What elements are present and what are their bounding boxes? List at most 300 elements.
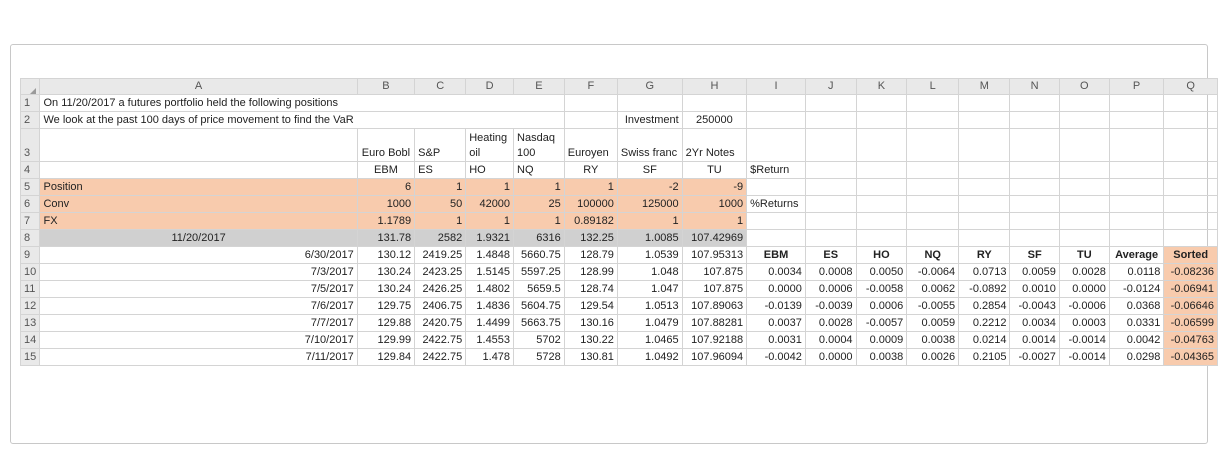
cell[interactable] bbox=[856, 196, 907, 213]
cell[interactable] bbox=[514, 112, 565, 129]
cell[interactable]: 5702 bbox=[514, 332, 565, 349]
cell[interactable] bbox=[1059, 230, 1109, 247]
cell[interactable]: 1.0539 bbox=[617, 247, 682, 264]
spreadsheet-grid bbox=[20, 78, 1218, 366]
cell[interactable]: 1.478 bbox=[466, 349, 514, 366]
cell[interactable] bbox=[1059, 112, 1109, 129]
row-number[interactable]: 15 bbox=[21, 349, 40, 366]
cell[interactable]: 1 bbox=[514, 179, 565, 196]
cell[interactable]: -0.0014 bbox=[1059, 349, 1109, 366]
cell[interactable]: 1 bbox=[415, 179, 466, 196]
cell[interactable] bbox=[617, 95, 682, 112]
cell[interactable] bbox=[1059, 213, 1109, 230]
cell[interactable] bbox=[1010, 162, 1059, 179]
cell[interactable]: 132.25 bbox=[564, 230, 617, 247]
table-row bbox=[21, 213, 1218, 230]
row-number[interactable]: 1 bbox=[21, 95, 40, 112]
column-header[interactable]: G bbox=[617, 79, 682, 95]
row-number[interactable]: 10 bbox=[21, 264, 40, 281]
cell[interactable]: 1 bbox=[466, 213, 514, 230]
cell[interactable]: 130.81 bbox=[564, 349, 617, 366]
cell[interactable]: 1000 bbox=[357, 196, 414, 213]
cell[interactable] bbox=[959, 112, 1010, 129]
cell[interactable]: 7/7/2017 bbox=[40, 315, 357, 332]
cell[interactable]: Sorted bbox=[1164, 247, 1218, 264]
cell[interactable]: 1.0085 bbox=[617, 230, 682, 247]
cell[interactable] bbox=[1164, 112, 1218, 129]
cell[interactable]: 0.89182 bbox=[564, 213, 617, 230]
cell[interactable]: 0.0026 bbox=[907, 349, 959, 366]
cell[interactable]: Position bbox=[40, 179, 357, 196]
cell[interactable]: 1.5145 bbox=[466, 264, 514, 281]
table-row bbox=[21, 230, 1218, 247]
cell[interactable]: SF bbox=[1010, 247, 1059, 264]
cell[interactable]: 0.0006 bbox=[805, 281, 856, 298]
cell[interactable]: 125000 bbox=[617, 196, 682, 213]
cell[interactable]: 130.16 bbox=[564, 315, 617, 332]
cell[interactable] bbox=[415, 95, 466, 112]
cell[interactable]: We look at the past 100 days of price movement to find the VaR bbox=[40, 112, 357, 129]
cell[interactable] bbox=[959, 162, 1010, 179]
cell[interactable]: 2582 bbox=[415, 230, 466, 247]
cell[interactable]: -0.0027 bbox=[1010, 349, 1059, 366]
cell[interactable] bbox=[805, 230, 856, 247]
cell[interactable]: 107.88281 bbox=[682, 315, 746, 332]
cell[interactable] bbox=[805, 129, 856, 162]
cell[interactable]: 7/11/2017 bbox=[40, 349, 357, 366]
cell[interactable]: 1.4553 bbox=[466, 332, 514, 349]
cell[interactable]: 2419.25 bbox=[415, 247, 466, 264]
cell[interactable]: RY bbox=[564, 162, 617, 179]
cell[interactable]: 5604.75 bbox=[514, 298, 565, 315]
cell[interactable]: Euro Bobl bbox=[357, 129, 414, 162]
cell[interactable]: 0.0214 bbox=[959, 332, 1010, 349]
cell[interactable]: 107.96094 bbox=[682, 349, 746, 366]
cell[interactable]: Nasdaq 100 bbox=[514, 129, 565, 162]
cell[interactable]: 5659.5 bbox=[514, 281, 565, 298]
cell[interactable] bbox=[1059, 179, 1109, 196]
cell[interactable]: 107.89063 bbox=[682, 298, 746, 315]
cell[interactable]: 129.54 bbox=[564, 298, 617, 315]
cell[interactable] bbox=[1109, 112, 1164, 129]
cell[interactable] bbox=[747, 95, 806, 112]
row-number[interactable]: 12 bbox=[21, 298, 40, 315]
column-header[interactable]: K bbox=[856, 79, 907, 95]
cell[interactable] bbox=[907, 213, 959, 230]
cell[interactable] bbox=[1109, 129, 1164, 162]
cell[interactable]: 107.42969 bbox=[682, 230, 746, 247]
cell[interactable] bbox=[805, 95, 856, 112]
cell[interactable] bbox=[1109, 95, 1164, 112]
cell[interactable]: 0.0298 bbox=[1109, 349, 1164, 366]
cell[interactable]: 0.0034 bbox=[747, 264, 806, 281]
column-header[interactable]: Q bbox=[1164, 79, 1218, 95]
cell[interactable]: 0.0003 bbox=[1059, 315, 1109, 332]
cell[interactable]: 2420.75 bbox=[415, 315, 466, 332]
row-number[interactable]: 14 bbox=[21, 332, 40, 349]
row-number[interactable]: 7 bbox=[21, 213, 40, 230]
cell[interactable]: 0.0028 bbox=[805, 315, 856, 332]
cell[interactable]: 11/20/2017 bbox=[40, 230, 357, 247]
cell[interactable] bbox=[1010, 129, 1059, 162]
cell[interactable]: 1.4802 bbox=[466, 281, 514, 298]
cell[interactable] bbox=[1109, 230, 1164, 247]
cell[interactable] bbox=[907, 230, 959, 247]
cell[interactable]: 1.1789 bbox=[357, 213, 414, 230]
cell[interactable]: 0.0014 bbox=[1010, 332, 1059, 349]
cell[interactable] bbox=[1109, 162, 1164, 179]
table-row bbox=[21, 298, 1218, 315]
cell[interactable]: 107.875 bbox=[682, 281, 746, 298]
cell[interactable]: 1 bbox=[617, 213, 682, 230]
cell[interactable]: -0.0042 bbox=[747, 349, 806, 366]
cell[interactable] bbox=[40, 129, 357, 162]
cell[interactable]: 1.0492 bbox=[617, 349, 682, 366]
cell[interactable]: -0.0139 bbox=[747, 298, 806, 315]
cell[interactable] bbox=[415, 112, 466, 129]
cell[interactable]: 5663.75 bbox=[514, 315, 565, 332]
cell[interactable]: 1.0479 bbox=[617, 315, 682, 332]
cell[interactable] bbox=[1164, 213, 1218, 230]
table-row bbox=[21, 112, 1218, 129]
cell[interactable]: 2423.25 bbox=[415, 264, 466, 281]
cell[interactable]: 0.2212 bbox=[959, 315, 1010, 332]
cell[interactable]: 0.2854 bbox=[959, 298, 1010, 315]
cell[interactable]: 0.0042 bbox=[1109, 332, 1164, 349]
cell[interactable] bbox=[1010, 179, 1059, 196]
table-row bbox=[21, 315, 1218, 332]
cell[interactable]: 1.048 bbox=[617, 264, 682, 281]
cell[interactable] bbox=[357, 95, 414, 112]
cell[interactable]: 1.047 bbox=[617, 281, 682, 298]
cell[interactable]: 0.0000 bbox=[747, 281, 806, 298]
cell[interactable]: 6316 bbox=[514, 230, 565, 247]
row-number[interactable]: 3 bbox=[21, 129, 40, 162]
cell[interactable] bbox=[514, 95, 565, 112]
column-header[interactable]: E bbox=[514, 79, 565, 95]
cell[interactable]: -0.0892 bbox=[959, 281, 1010, 298]
cell[interactable] bbox=[1164, 230, 1218, 247]
cell[interactable]: -0.0124 bbox=[1109, 281, 1164, 298]
cell[interactable]: 130.12 bbox=[357, 247, 414, 264]
cell[interactable] bbox=[805, 162, 856, 179]
cell[interactable]: EBM bbox=[747, 247, 806, 264]
column-header[interactable]: H bbox=[682, 79, 746, 95]
cell[interactable]: -0.04365 bbox=[1164, 349, 1218, 366]
cell[interactable] bbox=[1164, 162, 1218, 179]
row-number[interactable]: 5 bbox=[21, 179, 40, 196]
cell[interactable]: 107.92188 bbox=[682, 332, 746, 349]
cell[interactable] bbox=[907, 162, 959, 179]
cell[interactable] bbox=[564, 95, 617, 112]
cell[interactable]: -0.08236 bbox=[1164, 264, 1218, 281]
row-number[interactable]: 11 bbox=[21, 281, 40, 298]
cell[interactable] bbox=[1109, 179, 1164, 196]
cell[interactable]: 1000 bbox=[682, 196, 746, 213]
column-header[interactable]: D bbox=[466, 79, 514, 95]
cell[interactable] bbox=[1164, 196, 1218, 213]
cell[interactable]: 7/10/2017 bbox=[40, 332, 357, 349]
cell[interactable]: 42000 bbox=[466, 196, 514, 213]
cell[interactable] bbox=[907, 196, 959, 213]
cell[interactable]: Swiss franc bbox=[617, 129, 682, 162]
cell[interactable] bbox=[747, 112, 806, 129]
cell[interactable]: EBM bbox=[357, 162, 414, 179]
cell[interactable]: -0.06646 bbox=[1164, 298, 1218, 315]
cell[interactable] bbox=[856, 112, 907, 129]
cell[interactable]: 0.0118 bbox=[1109, 264, 1164, 281]
cell[interactable] bbox=[1109, 196, 1164, 213]
cell[interactable]: 0.0006 bbox=[856, 298, 907, 315]
cell[interactable] bbox=[1109, 213, 1164, 230]
cell[interactable] bbox=[1164, 95, 1218, 112]
cell[interactable]: 0.0004 bbox=[805, 332, 856, 349]
cell[interactable]: -0.0055 bbox=[907, 298, 959, 315]
cell[interactable] bbox=[959, 129, 1010, 162]
column-header[interactable]: N bbox=[1010, 79, 1059, 95]
cell[interactable]: 2422.75 bbox=[415, 349, 466, 366]
cell[interactable]: HO bbox=[856, 247, 907, 264]
cell[interactable]: 2426.25 bbox=[415, 281, 466, 298]
cell[interactable] bbox=[959, 95, 1010, 112]
cell[interactable]: 2422.75 bbox=[415, 332, 466, 349]
cell[interactable]: 1 bbox=[415, 213, 466, 230]
cell[interactable] bbox=[907, 112, 959, 129]
cell[interactable]: NQ bbox=[907, 247, 959, 264]
cell[interactable]: 7/3/2017 bbox=[40, 264, 357, 281]
cell[interactable] bbox=[959, 213, 1010, 230]
cell[interactable]: 0.0028 bbox=[1059, 264, 1109, 281]
cell[interactable]: 2Yr Notes bbox=[682, 129, 746, 162]
cell[interactable]: ES bbox=[415, 162, 466, 179]
cell[interactable] bbox=[1010, 196, 1059, 213]
cell[interactable]: 0.0031 bbox=[747, 332, 806, 349]
row-number[interactable]: 6 bbox=[21, 196, 40, 213]
table-row bbox=[21, 247, 1218, 264]
cell[interactable] bbox=[1059, 162, 1109, 179]
column-header[interactable]: O bbox=[1059, 79, 1109, 95]
cell[interactable]: Euroyen bbox=[564, 129, 617, 162]
column-header[interactable]: A bbox=[40, 79, 357, 95]
cell[interactable] bbox=[747, 179, 806, 196]
cell[interactable] bbox=[907, 95, 959, 112]
cell[interactable]: -0.0057 bbox=[856, 315, 907, 332]
column-header[interactable]: M bbox=[959, 79, 1010, 95]
cell[interactable] bbox=[682, 95, 746, 112]
cell[interactable]: 128.74 bbox=[564, 281, 617, 298]
select-all-corner[interactable] bbox=[21, 79, 40, 95]
cell[interactable]: -0.04763 bbox=[1164, 332, 1218, 349]
column-header[interactable]: P bbox=[1109, 79, 1164, 95]
cell[interactable]: 0.0009 bbox=[856, 332, 907, 349]
cell[interactable]: 100000 bbox=[564, 196, 617, 213]
column-header[interactable]: I bbox=[747, 79, 806, 95]
cell[interactable]: %Returns bbox=[747, 196, 806, 213]
cell[interactable]: 1.4848 bbox=[466, 247, 514, 264]
cell[interactable]: 7/5/2017 bbox=[40, 281, 357, 298]
column-header[interactable]: C bbox=[415, 79, 466, 95]
cell[interactable]: 128.99 bbox=[564, 264, 617, 281]
cell[interactable] bbox=[357, 112, 414, 129]
cell[interactable] bbox=[805, 112, 856, 129]
cell[interactable]: -0.0064 bbox=[907, 264, 959, 281]
cell[interactable] bbox=[40, 162, 357, 179]
cell[interactable]: 0.0331 bbox=[1109, 315, 1164, 332]
cell[interactable]: 250000 bbox=[682, 112, 746, 129]
cell[interactable]: On 11/20/2017 a futures portfolio held the following positions bbox=[40, 95, 357, 112]
cell[interactable]: 6/30/2017 bbox=[40, 247, 357, 264]
cell[interactable]: 1 bbox=[514, 213, 565, 230]
cell[interactable]: Average bbox=[1109, 247, 1164, 264]
cell[interactable]: -0.0006 bbox=[1059, 298, 1109, 315]
cell[interactable]: $Return bbox=[747, 162, 806, 179]
cell[interactable]: -0.06599 bbox=[1164, 315, 1218, 332]
cell[interactable] bbox=[1059, 95, 1109, 112]
cell[interactable]: 1.9321 bbox=[466, 230, 514, 247]
cell[interactable]: 5597.25 bbox=[514, 264, 565, 281]
cell[interactable]: -0.0043 bbox=[1010, 298, 1059, 315]
cell[interactable]: 0.0037 bbox=[747, 315, 806, 332]
cell[interactable]: 131.78 bbox=[357, 230, 414, 247]
cell[interactable]: ES bbox=[805, 247, 856, 264]
cell[interactable]: 130.24 bbox=[357, 281, 414, 298]
cell[interactable]: 1.0465 bbox=[617, 332, 682, 349]
cell[interactable] bbox=[747, 213, 806, 230]
table-row bbox=[21, 281, 1218, 298]
cell[interactable]: 129.88 bbox=[357, 315, 414, 332]
cell[interactable]: 1 bbox=[564, 179, 617, 196]
cell[interactable] bbox=[1010, 95, 1059, 112]
cell[interactable]: S&P bbox=[415, 129, 466, 162]
cell[interactable]: -0.0039 bbox=[805, 298, 856, 315]
row-number[interactable]: 13 bbox=[21, 315, 40, 332]
row-number[interactable]: 2 bbox=[21, 112, 40, 129]
column-header[interactable]: J bbox=[805, 79, 856, 95]
cell[interactable]: TU bbox=[682, 162, 746, 179]
cell[interactable]: 0.0368 bbox=[1109, 298, 1164, 315]
cell[interactable]: 0.0034 bbox=[1010, 315, 1059, 332]
cell[interactable] bbox=[1164, 129, 1218, 162]
cell[interactable]: 0.2105 bbox=[959, 349, 1010, 366]
cell[interactable] bbox=[805, 179, 856, 196]
row-number[interactable]: 4 bbox=[21, 162, 40, 179]
cell[interactable]: Conv bbox=[40, 196, 357, 213]
cell[interactable] bbox=[805, 213, 856, 230]
cell[interactable]: RY bbox=[959, 247, 1010, 264]
cell[interactable]: 129.75 bbox=[357, 298, 414, 315]
cell[interactable]: -0.0058 bbox=[856, 281, 907, 298]
cell[interactable]: 0.0000 bbox=[805, 349, 856, 366]
column-header-row bbox=[21, 79, 1218, 95]
cell[interactable]: 0.0000 bbox=[1059, 281, 1109, 298]
cell[interactable]: 129.84 bbox=[357, 349, 414, 366]
column-header[interactable]: L bbox=[907, 79, 959, 95]
cell[interactable] bbox=[959, 230, 1010, 247]
cell[interactable]: 0.0062 bbox=[907, 281, 959, 298]
cell[interactable]: 0.0038 bbox=[907, 332, 959, 349]
cell[interactable]: 0.0008 bbox=[805, 264, 856, 281]
cell[interactable] bbox=[959, 196, 1010, 213]
cell[interactable] bbox=[747, 230, 806, 247]
cell[interactable]: 1.4836 bbox=[466, 298, 514, 315]
cell[interactable]: 25 bbox=[514, 196, 565, 213]
cell[interactable]: 128.79 bbox=[564, 247, 617, 264]
row-number[interactable]: 9 bbox=[21, 247, 40, 264]
cell[interactable] bbox=[907, 129, 959, 162]
cell[interactable] bbox=[907, 179, 959, 196]
row-number[interactable]: 8 bbox=[21, 230, 40, 247]
cell[interactable]: 6 bbox=[357, 179, 414, 196]
cell[interactable] bbox=[856, 129, 907, 162]
cell[interactable] bbox=[564, 112, 617, 129]
cell[interactable] bbox=[856, 230, 907, 247]
cell[interactable] bbox=[1059, 129, 1109, 162]
column-header[interactable]: B bbox=[357, 79, 414, 95]
cell[interactable] bbox=[1010, 112, 1059, 129]
cell[interactable] bbox=[466, 112, 514, 129]
cell[interactable]: 1.0513 bbox=[617, 298, 682, 315]
cell[interactable]: NQ bbox=[514, 162, 565, 179]
cell[interactable] bbox=[1010, 230, 1059, 247]
table-row bbox=[21, 349, 1218, 366]
cell[interactable]: -0.0014 bbox=[1059, 332, 1109, 349]
cell[interactable]: 7/6/2017 bbox=[40, 298, 357, 315]
cell[interactable]: TU bbox=[1059, 247, 1109, 264]
cell[interactable]: 1 bbox=[466, 179, 514, 196]
cell[interactable] bbox=[1010, 213, 1059, 230]
cell[interactable] bbox=[747, 129, 806, 162]
cell[interactable]: 0.0713 bbox=[959, 264, 1010, 281]
cell[interactable]: 2406.75 bbox=[415, 298, 466, 315]
cell[interactable]: 1 bbox=[682, 213, 746, 230]
cell[interactable]: 0.0059 bbox=[907, 315, 959, 332]
cell[interactable] bbox=[856, 95, 907, 112]
cell[interactable]: 107.95313 bbox=[682, 247, 746, 264]
cell[interactable]: 5728 bbox=[514, 349, 565, 366]
cell[interactable] bbox=[959, 179, 1010, 196]
cell[interactable]: 130.22 bbox=[564, 332, 617, 349]
table-row bbox=[21, 162, 1218, 179]
cell[interactable]: 0.0010 bbox=[1010, 281, 1059, 298]
cell[interactable] bbox=[805, 196, 856, 213]
column-header[interactable]: F bbox=[564, 79, 617, 95]
cell[interactable]: SF bbox=[617, 162, 682, 179]
cell[interactable]: FX bbox=[40, 213, 357, 230]
cell[interactable]: -2 bbox=[617, 179, 682, 196]
cell[interactable] bbox=[856, 162, 907, 179]
cell[interactable] bbox=[1059, 196, 1109, 213]
cell[interactable]: -0.06941 bbox=[1164, 281, 1218, 298]
cell[interactable]: -9 bbox=[682, 179, 746, 196]
cell[interactable]: Investment bbox=[617, 112, 682, 129]
cell[interactable] bbox=[1164, 179, 1218, 196]
cell[interactable] bbox=[856, 179, 907, 196]
cell[interactable]: 0.0038 bbox=[856, 349, 907, 366]
cell[interactable]: 107.875 bbox=[682, 264, 746, 281]
cell[interactable]: 1.4499 bbox=[466, 315, 514, 332]
cell[interactable]: 5660.75 bbox=[514, 247, 565, 264]
cell[interactable]: 50 bbox=[415, 196, 466, 213]
cell[interactable]: 129.99 bbox=[357, 332, 414, 349]
cell[interactable] bbox=[856, 213, 907, 230]
table-row bbox=[21, 332, 1218, 349]
cell[interactable]: 130.24 bbox=[357, 264, 414, 281]
cell[interactable]: HO bbox=[466, 162, 514, 179]
cell[interactable]: 0.0059 bbox=[1010, 264, 1059, 281]
cell[interactable] bbox=[466, 95, 514, 112]
cell[interactable]: Heating oil bbox=[466, 129, 514, 162]
cell[interactable]: 0.0050 bbox=[856, 264, 907, 281]
